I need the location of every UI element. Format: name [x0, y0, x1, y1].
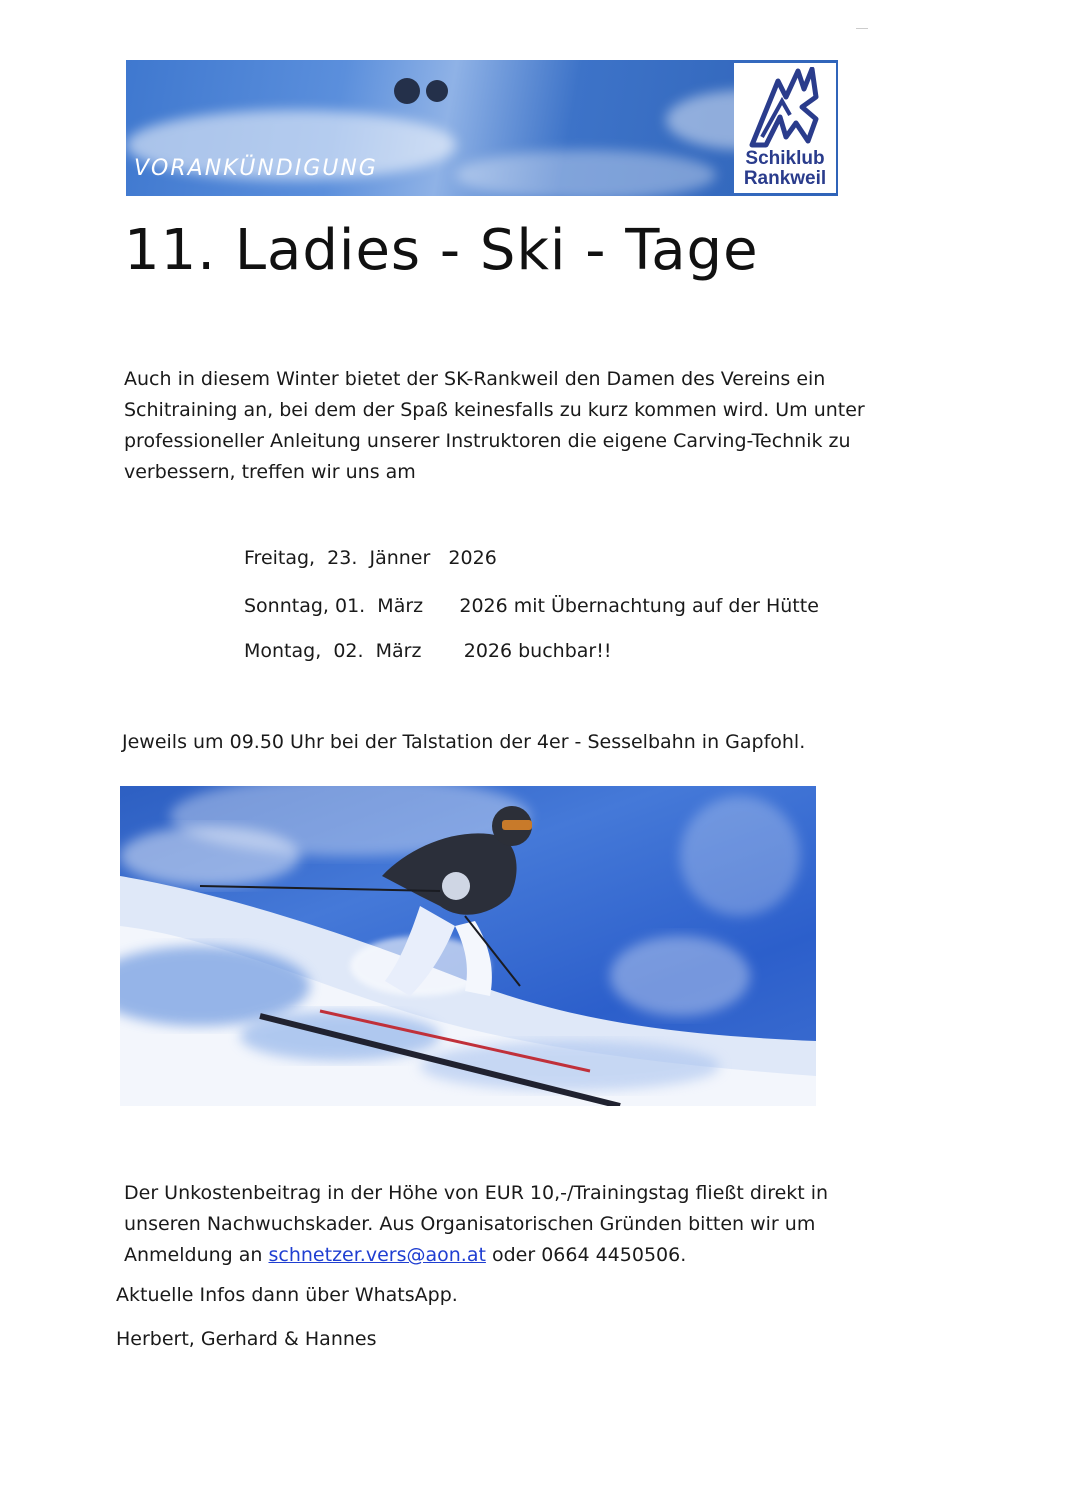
cost-text: Der Unkostenbeitrag in der Höhe von EUR 10,-/Trainingstag fließt direkt in unseren Nachwuchskader. Aus Organisatorischen Gründen bitten wir um Anmeldung an	[124, 1182, 829, 1266]
skier-illustration	[120, 786, 816, 1106]
date-row: Freitag, 23. Jänner 2026	[244, 547, 497, 569]
banner-rock	[426, 80, 448, 102]
skier-photo	[120, 786, 816, 1106]
header-banner	[126, 60, 838, 196]
date-row: Montag, 02. März 2026 buchbar!!	[244, 640, 612, 662]
date-row: Sonntag, 01. März 2026 mit Übernachtung auf der Hütte	[244, 595, 819, 617]
banner-heading: VORANKÜNDIGUNG	[134, 156, 378, 181]
banner-rock	[394, 78, 420, 104]
logo-mountain-icon	[742, 67, 828, 151]
whatsapp-info: Aktuelle Infos dann über WhatsApp.	[116, 1284, 458, 1306]
email-link[interactable]: schnetzer.vers@aon.at	[268, 1244, 486, 1266]
logo-text-line2: Rankweil	[743, 168, 827, 189]
logo-text-line1: Schiklub	[745, 148, 825, 169]
intro-paragraph: Auch in diesem Winter bietet der SK-Rankweil den Damen des Vereins ein Schitraining an, bei dem der Spaß keinesfalls zu kurz kommen wird. Um unter professioneller Anleitung unserer Instruktoren die eigene Carving-Technik zu verbessern, treffen wir uns am	[124, 368, 865, 483]
cost-paragraph	[124, 1178, 884, 1271]
banner-cloud	[456, 150, 716, 196]
phone-text: oder 0664 4450506.	[485, 1244, 687, 1266]
meeting-info: Jeweils um 09.50 Uhr bei der Talstation der 4er - Sesselbahn in Gapfohl.	[122, 731, 806, 753]
scan-mark	[856, 28, 868, 29]
signature: Herbert, Gerhard & Hannes	[116, 1328, 377, 1350]
club-logo	[734, 63, 836, 193]
page-title: 11. Ladies - Ski - Tage	[124, 218, 759, 283]
